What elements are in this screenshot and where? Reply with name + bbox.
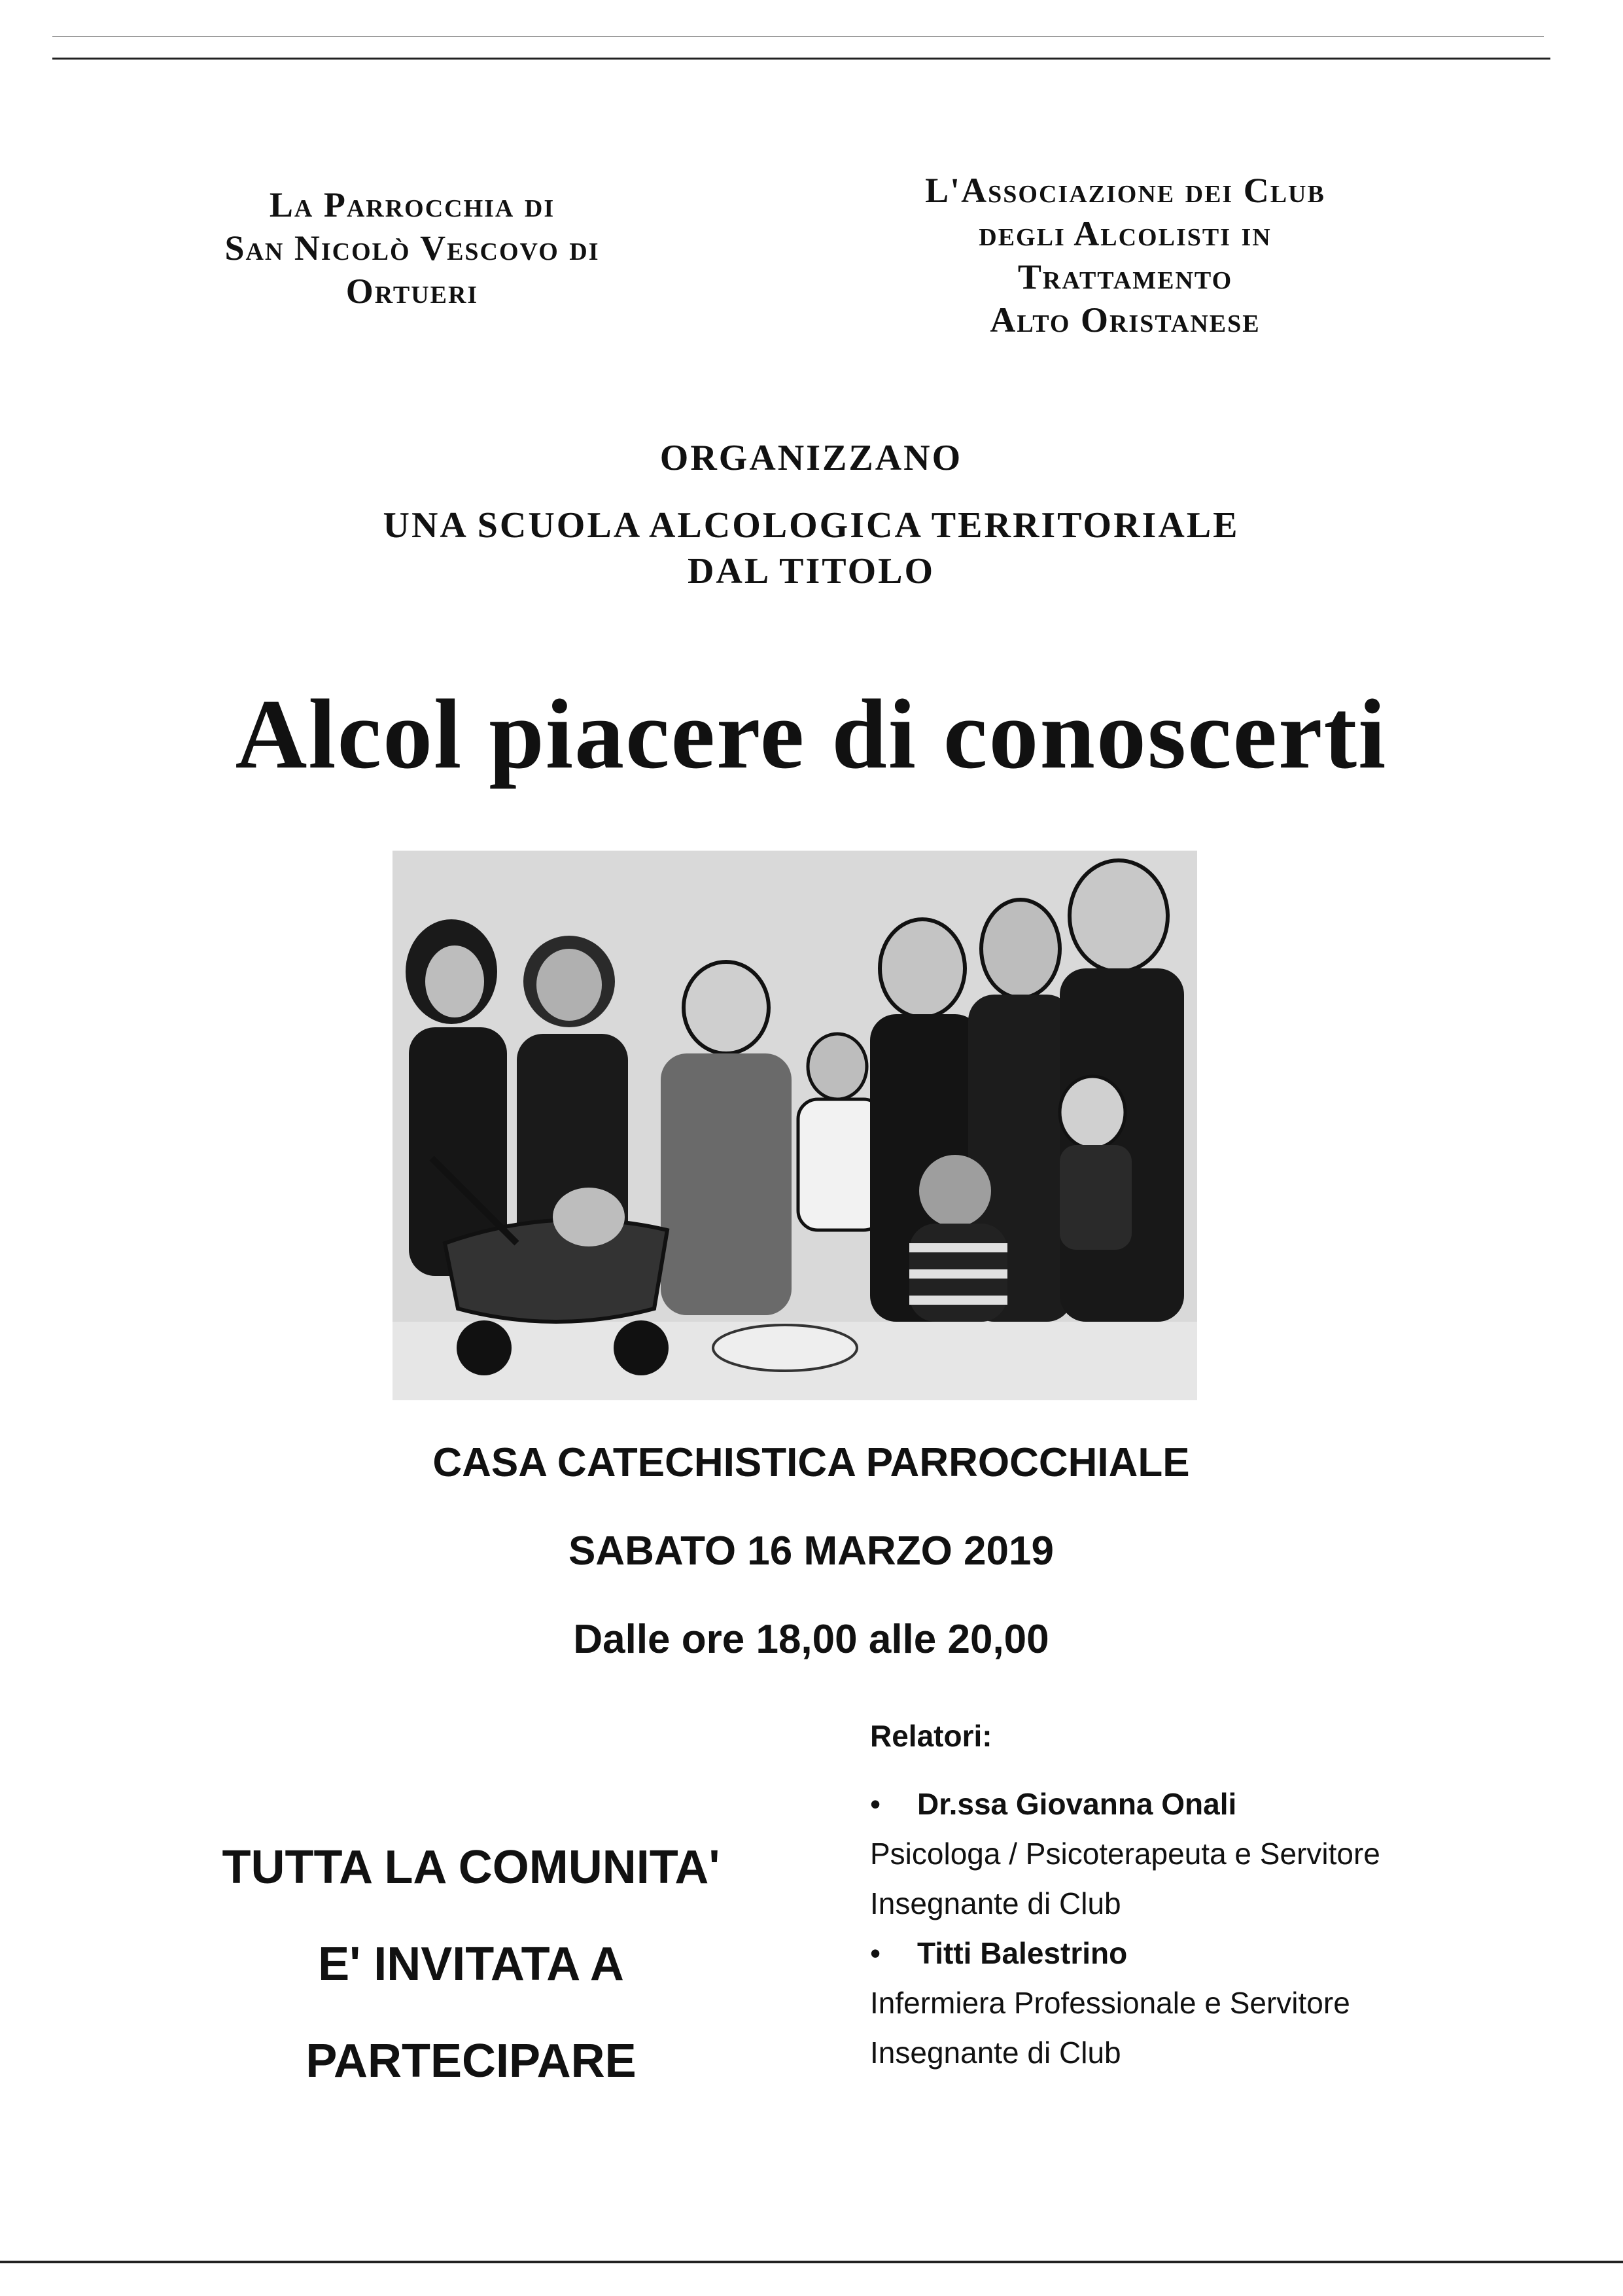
invite-line-3: PARTECIPARE [305,2035,637,2087]
speakers-heading: Relatori: [870,1719,992,1753]
speaker-role-line-2: Insegnante di Club [870,1886,1121,1920]
top-rule [52,58,1550,60]
event-venue: CASA CATECHISTICA PARROCCHIALE [432,1440,1190,1485]
speaker-role-line-2: Insegnante di Club [870,2036,1121,2070]
speaker-role: Infermiera Professionale e Servitore [870,1986,1350,2020]
organize-line: ORGANIZZANO [659,438,963,478]
invite-line-2: E' INVITATA A [318,1938,624,1990]
school-line: UNA SCUOLA ALCOLOGICA TERRITORIALE [383,505,1240,546]
parish-line-1: La Parrocchia di [269,185,555,224]
parish-line-2: San Nicolò Vescovo di [224,228,600,268]
parish-line-3: Ortueri [345,272,479,311]
association-header [837,169,1413,342]
speakers-section [870,1711,1557,2077]
top-rule-thin [52,36,1544,37]
speaker-name: Titti Balestrino [917,1936,1128,1970]
bullet-icon: • [870,1787,881,1821]
community-invitation [131,1819,811,2110]
bullet-icon: • [870,1936,881,1970]
association-line-4: Alto Oristanese [990,300,1261,340]
association-line-1: L'Associazione dei Club [925,171,1325,210]
invite-line-1: TUTTA LA COMUNITA' [222,1841,720,1894]
family-illustration [393,851,1197,1400]
speaker-role: Psicologa / Psicoterapeuta e Servitore [870,1837,1380,1871]
title-intro-line: DAL TITOLO [687,551,935,592]
event-title: Alcol piacere di conoscerti [235,679,1387,789]
association-line-3: Trattamento [1017,257,1233,296]
event-time: Dalle ore 18,00 alle 20,00 [573,1617,1049,1662]
speaker-2 [870,1928,1557,2077]
parish-header [144,183,680,313]
speaker-name: Dr.ssa Giovanna Onali [917,1787,1237,1821]
event-date: SABATO 16 MARZO 2019 [568,1528,1054,1574]
speaker-1 [870,1779,1557,1928]
bottom-rule [0,2261,1623,2263]
association-line-2: degli Alcolisti in [979,214,1272,253]
